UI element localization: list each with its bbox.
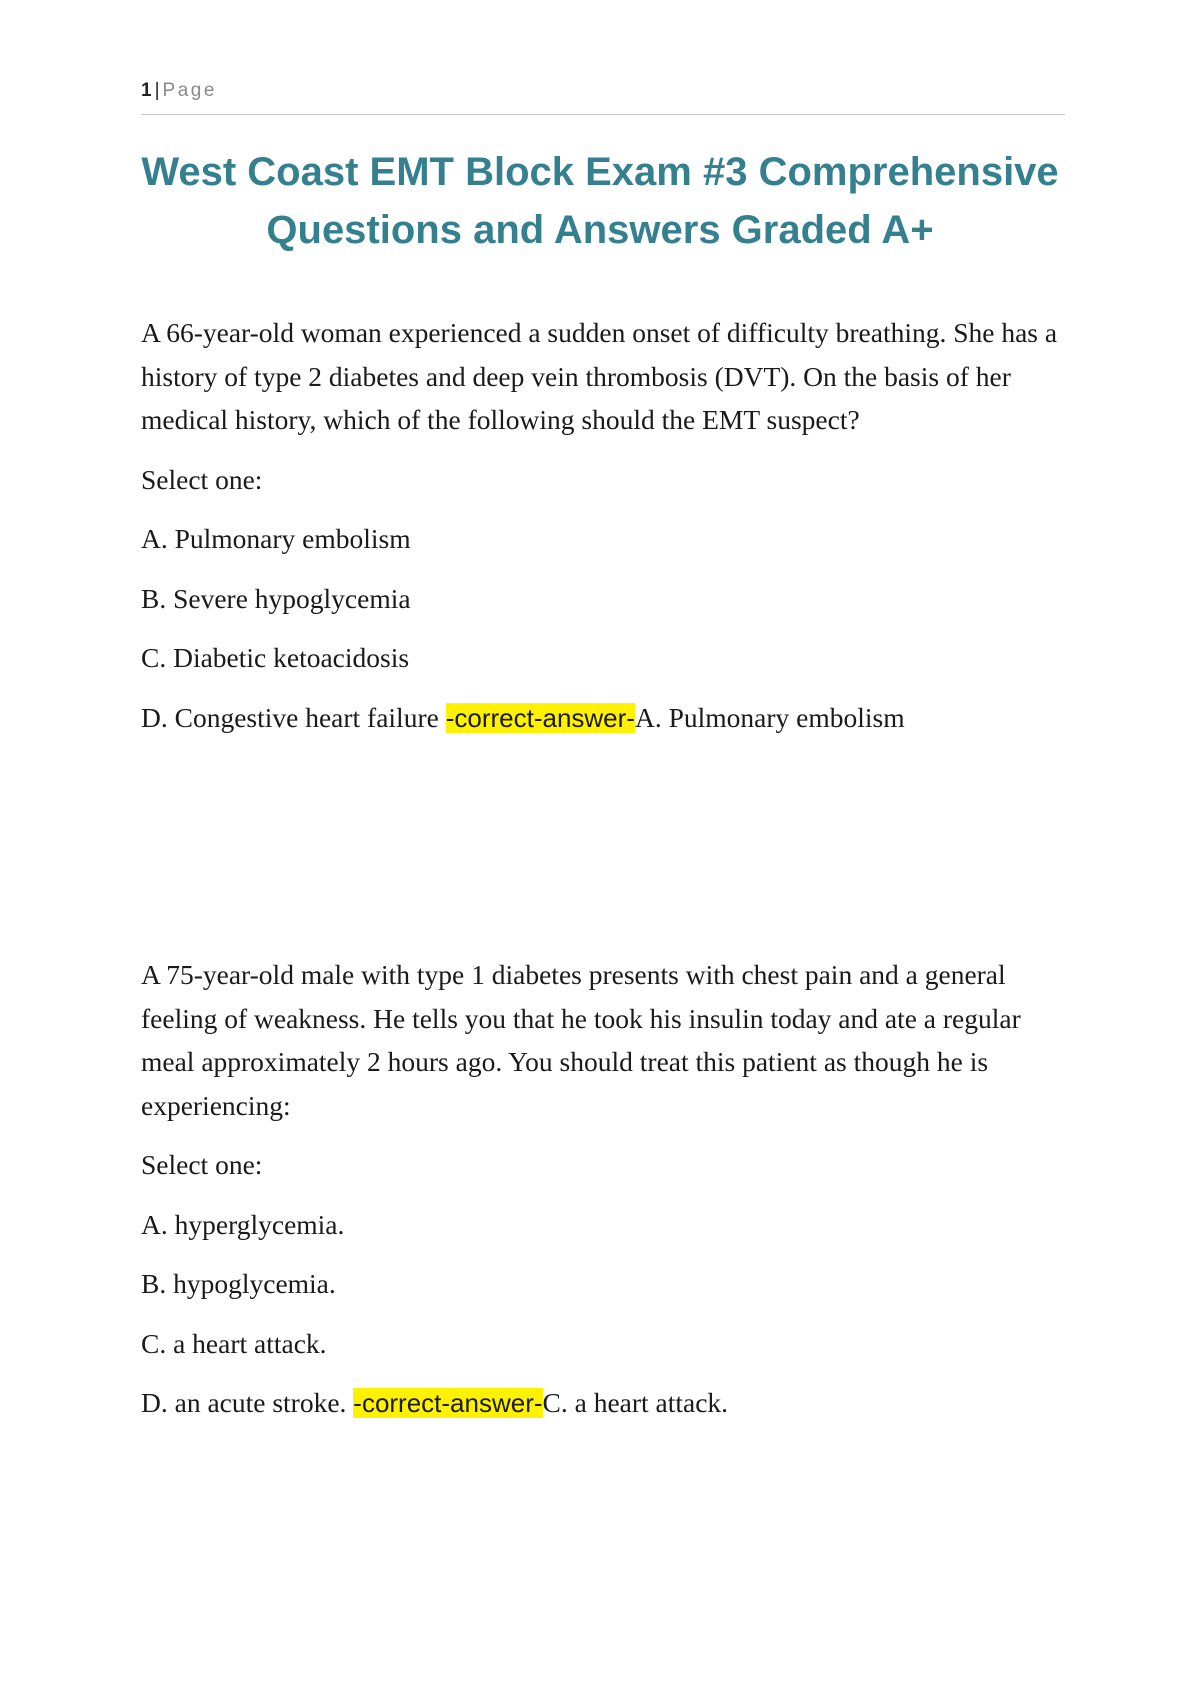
question-text: A 66-year-old woman experienced a sudden onset of difficulty breathing. She has a history of type 2 diabetes and deep vein thrombosis (DVT). On the basis of her medical history, which of the following should the EMT suspect? — [141, 317, 1058, 435]
select-one-label: Select one: — [141, 1149, 263, 1180]
correct-answer-marker: -correct-answer- — [353, 1388, 543, 1418]
question-text: A 75-year-old male with type 1 diabetes presents with chest pain and a general feeling of weakness. He tells you that he took his insulin today and ate a regular meal approximately 2 hours ago. You should treat this patient as though he is experiencing: — [141, 959, 1021, 1121]
page-number: 1 — [141, 80, 152, 101]
option-a: A. Pulmonary embolism — [141, 523, 411, 554]
question-1 — [141, 311, 1071, 740]
option-d-with-answer — [141, 1381, 1071, 1426]
option-b: B. hypoglycemia. — [141, 1268, 336, 1299]
document-title — [60, 143, 1140, 259]
page-label: Page — [162, 80, 217, 101]
question-2 — [141, 953, 1071, 1426]
title-line-1: West Coast EMT Block Exam #3 Comprehensive — [141, 150, 1059, 194]
option-d: D. an acute stroke. — [141, 1387, 347, 1418]
correct-answer: C. a heart attack. — [542, 1387, 729, 1418]
option-b: B. Severe hypoglycemia — [141, 582, 411, 614]
correct-answer: A. Pulmonary embolism — [634, 701, 905, 733]
option-d-with-answer — [141, 696, 1071, 741]
option-d: D. Congestive heart failure — [141, 701, 439, 733]
option-a: A. hyperglycemia. — [141, 1208, 345, 1240]
option-c: C. a heart attack. — [141, 1327, 327, 1359]
select-one-label: Select one: — [141, 463, 263, 495]
page-header — [141, 80, 1065, 115]
title-line-2: Questions and Answers Graded A+ — [266, 208, 934, 252]
page-separator: | — [154, 80, 160, 101]
correct-answer-marker: -correct-answer- — [445, 702, 635, 733]
option-c: C. Diabetic ketoacidosis — [141, 642, 410, 673]
